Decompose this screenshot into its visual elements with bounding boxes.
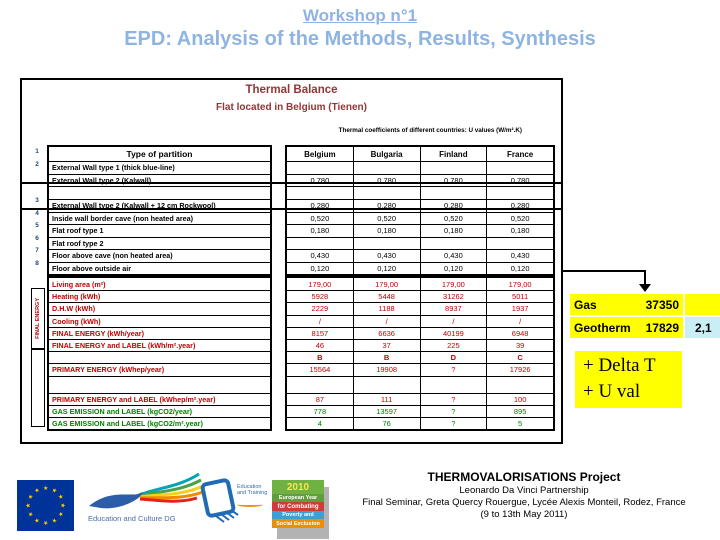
- u-value: 0,120: [486, 263, 553, 275]
- partition-row-label: Flat roof type 1: [49, 224, 270, 237]
- slide-subtitle: EPD: Analysis of the Methods, Results, Synthesis: [124, 28, 596, 50]
- partition-row-label: Flat roof type 2: [49, 237, 270, 250]
- country-header: Bulgaria: [353, 147, 420, 161]
- energy-value: 4: [317, 418, 322, 428]
- energy-value: ?: [420, 406, 487, 417]
- u-value: 0,520: [420, 213, 487, 225]
- u-value: 0,180: [420, 225, 487, 237]
- project-title: THERMOVALORISATIONS Project: [427, 470, 621, 484]
- energy-value-row: [287, 290, 553, 302]
- u-value: [287, 162, 353, 174]
- u-value: 0,120: [353, 263, 420, 275]
- partition-row-label: External Wall type 2 (Kalwall): [49, 174, 270, 187]
- energy-value: /: [353, 316, 420, 327]
- country-header: Finland: [420, 147, 487, 161]
- energy-value: ?: [420, 394, 487, 405]
- cyan-value-cell: 2,1: [685, 317, 720, 338]
- energy-value: 8937: [420, 303, 487, 314]
- row-highlight-rectangle: [20, 182, 563, 210]
- energy-value: 15564: [309, 365, 331, 375]
- energy-value: ?: [420, 418, 487, 429]
- row-number: 1: [35, 148, 39, 155]
- eu-flag-logo: ★ ★ ★ ★ ★ ★ ★ ★ ★ ★ ★ ★: [17, 480, 74, 531]
- energy-row-label: D.H.W (kWh): [49, 302, 270, 314]
- delta-note-line2: + U val: [583, 381, 641, 402]
- partition-table-header: Type of partition: [126, 149, 193, 159]
- energy-value: 1937: [486, 303, 553, 314]
- partition-row-label: Floor above cave (non heated area): [49, 249, 270, 262]
- empty-side-box: [31, 349, 45, 427]
- energy-label-letter: B: [317, 353, 323, 363]
- u-value: 0,180: [310, 226, 330, 236]
- country-header: Belgium: [304, 149, 336, 159]
- energy-row-label: FINAL ENERGY (kWh/year): [49, 327, 270, 339]
- delta-note-line1: + Delta T: [583, 355, 656, 376]
- energy-value: 5448: [353, 291, 420, 302]
- energy-value: 895: [486, 406, 553, 417]
- u-value: [486, 238, 553, 250]
- energy-value: 8157: [311, 328, 329, 338]
- spacer-row: [287, 376, 553, 393]
- energy-value-row: [287, 302, 553, 314]
- row-number: 2: [35, 161, 39, 168]
- u-value: 0,280: [486, 200, 553, 212]
- year-2010: 2010: [272, 480, 324, 494]
- gas-value: 37350: [645, 297, 679, 312]
- energy-value-row: [287, 363, 553, 375]
- year-line: for Combating: [272, 502, 324, 511]
- energy-value: 31262: [420, 291, 487, 302]
- year-line: Poverty and: [272, 511, 324, 519]
- energy-value: /: [318, 316, 321, 326]
- u-value: 0,520: [310, 213, 330, 223]
- energy-row-label: [49, 351, 270, 363]
- delta-note-box: [575, 351, 682, 408]
- u-value-row: [287, 224, 553, 237]
- u-value: 0,520: [486, 213, 553, 225]
- u-value-row: [287, 249, 553, 262]
- u-value: 0,180: [486, 225, 553, 237]
- energy-value: 111: [353, 394, 420, 405]
- u-value: 0,180: [353, 225, 420, 237]
- energy-value: 19908: [353, 364, 420, 375]
- u-value: [486, 162, 553, 174]
- european-year-2010-logo: [272, 480, 324, 528]
- energy-value: 179,00: [486, 278, 553, 290]
- energy-value-row: [287, 405, 553, 417]
- energy-value: 2229: [311, 304, 329, 314]
- energy-value-row: [287, 327, 553, 339]
- energy-value: /: [486, 316, 553, 327]
- energy-value: ?: [420, 364, 487, 375]
- u-value-row: [287, 237, 553, 250]
- final-energy-side-label: FINAL ENERGY: [31, 288, 45, 349]
- energy-value: 37: [353, 340, 420, 351]
- energy-value: 76: [353, 418, 420, 429]
- education-training-monitor-icon: [200, 478, 240, 526]
- year-line: European Year: [272, 494, 324, 502]
- energy-value-row: [287, 417, 553, 429]
- energy-value-row: [287, 339, 553, 351]
- u-value: [420, 162, 487, 174]
- partition-row-label: External Wall type 1 (thick blue-line): [49, 161, 270, 174]
- partition-row-label: External Wall type 2 (Kalwall + 12 cm Rockwool): [49, 199, 270, 212]
- row-number: 3: [35, 197, 39, 204]
- row-number: 4: [35, 210, 39, 217]
- gas-label: Gas: [574, 297, 597, 312]
- partition-values-table: [285, 145, 555, 276]
- u-value: 0,120: [420, 263, 487, 275]
- u-value: [420, 238, 487, 250]
- year-line: Social Exclusion: [272, 519, 324, 528]
- partnership-line: Leonardo Da Vinci Partnership: [459, 485, 589, 496]
- energy-value: 5928: [311, 292, 329, 302]
- arrow-down-icon: [639, 284, 651, 292]
- energy-value: 778: [313, 406, 327, 416]
- connector-line-horizontal: [563, 270, 646, 272]
- energy-value: 225: [420, 340, 487, 351]
- energy-value: /: [420, 316, 487, 327]
- energy-row-label: FINAL ENERGY and LABEL (kWh/m².year): [49, 339, 270, 351]
- geotherm-value: 17829: [645, 320, 679, 335]
- energy-value-row: [287, 315, 553, 327]
- gas-value-box: [570, 294, 683, 315]
- u-value: 0,430: [420, 250, 487, 262]
- u-value: 0,780: [420, 175, 487, 187]
- thermal-balance-panel: [20, 78, 563, 444]
- u-value: [353, 238, 420, 250]
- energy-value-row: [287, 278, 553, 290]
- education-training-label: Education and Training: [237, 484, 268, 496]
- panel-heading: Thermal Balance: [245, 84, 338, 96]
- energy-value: 100: [486, 394, 553, 405]
- energy-row-label: GAS EMISSION and LABEL (kgCO2/year): [49, 405, 270, 417]
- row-number: 7: [35, 247, 39, 254]
- energy-value: 40199: [420, 328, 487, 339]
- row-number: 5: [35, 222, 39, 229]
- partition-label-table: [47, 145, 272, 276]
- energy-value: 179,00: [353, 278, 420, 290]
- energy-label-letter: D: [420, 352, 487, 363]
- energy-label-letter: B: [353, 352, 420, 363]
- panel-subheading: Flat located in Belgium (Tienen): [216, 102, 367, 113]
- footer-text-block: [330, 470, 718, 520]
- geotherm-label: Geotherm: [574, 320, 631, 335]
- u-value-row: [287, 262, 553, 275]
- energy-row-label: Heating (kWh): [49, 290, 270, 302]
- energy-row-label: PRIMARY ENERGY (kWhep/year): [49, 363, 270, 375]
- energy-row-label: PRIMARY ENERGY and LABEL (kWhep/m².year): [49, 393, 270, 405]
- energy-value: 179,00: [308, 279, 332, 289]
- u-value: 0,780: [353, 175, 420, 187]
- energy-value-row: [287, 393, 553, 405]
- energy-value: 13597: [353, 406, 420, 417]
- connector-line-vertical: [644, 270, 646, 285]
- spacer-row: [49, 376, 270, 393]
- energy-value: 5011: [486, 291, 553, 302]
- u-value: 0,120: [310, 263, 330, 273]
- energy-row-label: Cooling (kWh): [49, 315, 270, 327]
- u-value-row: [287, 161, 553, 174]
- u-value: 0,780: [486, 175, 553, 187]
- u-value: 0,430: [310, 251, 330, 261]
- seminar-line: Final Seminar, Greta Quercy Rouergue, Lycée Alexis Monteil, Rodez, France: [362, 497, 686, 508]
- education-culture-dg-label: Education and Culture DG: [88, 514, 176, 523]
- u-value: 0,280: [420, 200, 487, 212]
- energy-value: 6636: [353, 328, 420, 339]
- energy-value: 1188: [353, 303, 420, 314]
- energy-row-label: Living area (m²): [52, 279, 106, 289]
- partition-row-label: Inside wall border cave (non heated area): [49, 212, 270, 225]
- energy-row-label: GAS EMISSION and LABEL (kgCO2/m².year): [49, 417, 270, 429]
- energy-label-letter: C: [486, 352, 553, 363]
- energy-value: 5: [486, 418, 553, 429]
- u-value: [287, 238, 353, 250]
- slide-title: Workshop n°1: [302, 6, 418, 25]
- country-header: France: [486, 147, 553, 161]
- gas-extra-cell: [685, 294, 720, 315]
- energy-value: 87: [315, 394, 325, 404]
- geotherm-value-box: [570, 317, 683, 338]
- energy-value: 6948: [486, 328, 553, 339]
- u-value: 0,430: [486, 250, 553, 262]
- u-value: 0,280: [310, 201, 330, 211]
- label-letter-row: [287, 351, 553, 363]
- u-value: [353, 162, 420, 174]
- coefficients-note: Thermal coefficients of different countries: U values (W/m².K): [338, 127, 522, 134]
- country-header-row: [287, 147, 553, 161]
- education-culture-dg-bird-icon: [85, 470, 207, 516]
- u-value: 0,430: [353, 250, 420, 262]
- u-value: 0,780: [310, 175, 330, 185]
- row-number: 6: [35, 235, 39, 242]
- orange-swoosh-icon: [237, 502, 263, 507]
- energy-value: 46: [315, 341, 325, 351]
- energy-values-table: [285, 276, 555, 431]
- energy-value: 179,00: [420, 278, 487, 290]
- energy-label-table: [47, 276, 272, 431]
- energy-value: 17926: [486, 364, 553, 375]
- u-value: 0,280: [353, 200, 420, 212]
- u-value-row: [287, 212, 553, 225]
- row-number: 8: [35, 260, 39, 267]
- partition-row-label: Floor above outside air: [49, 262, 270, 275]
- u-value: 0,520: [353, 213, 420, 225]
- date-line: (9 to 13th May 2011): [480, 509, 568, 520]
- energy-value: 39: [486, 340, 553, 351]
